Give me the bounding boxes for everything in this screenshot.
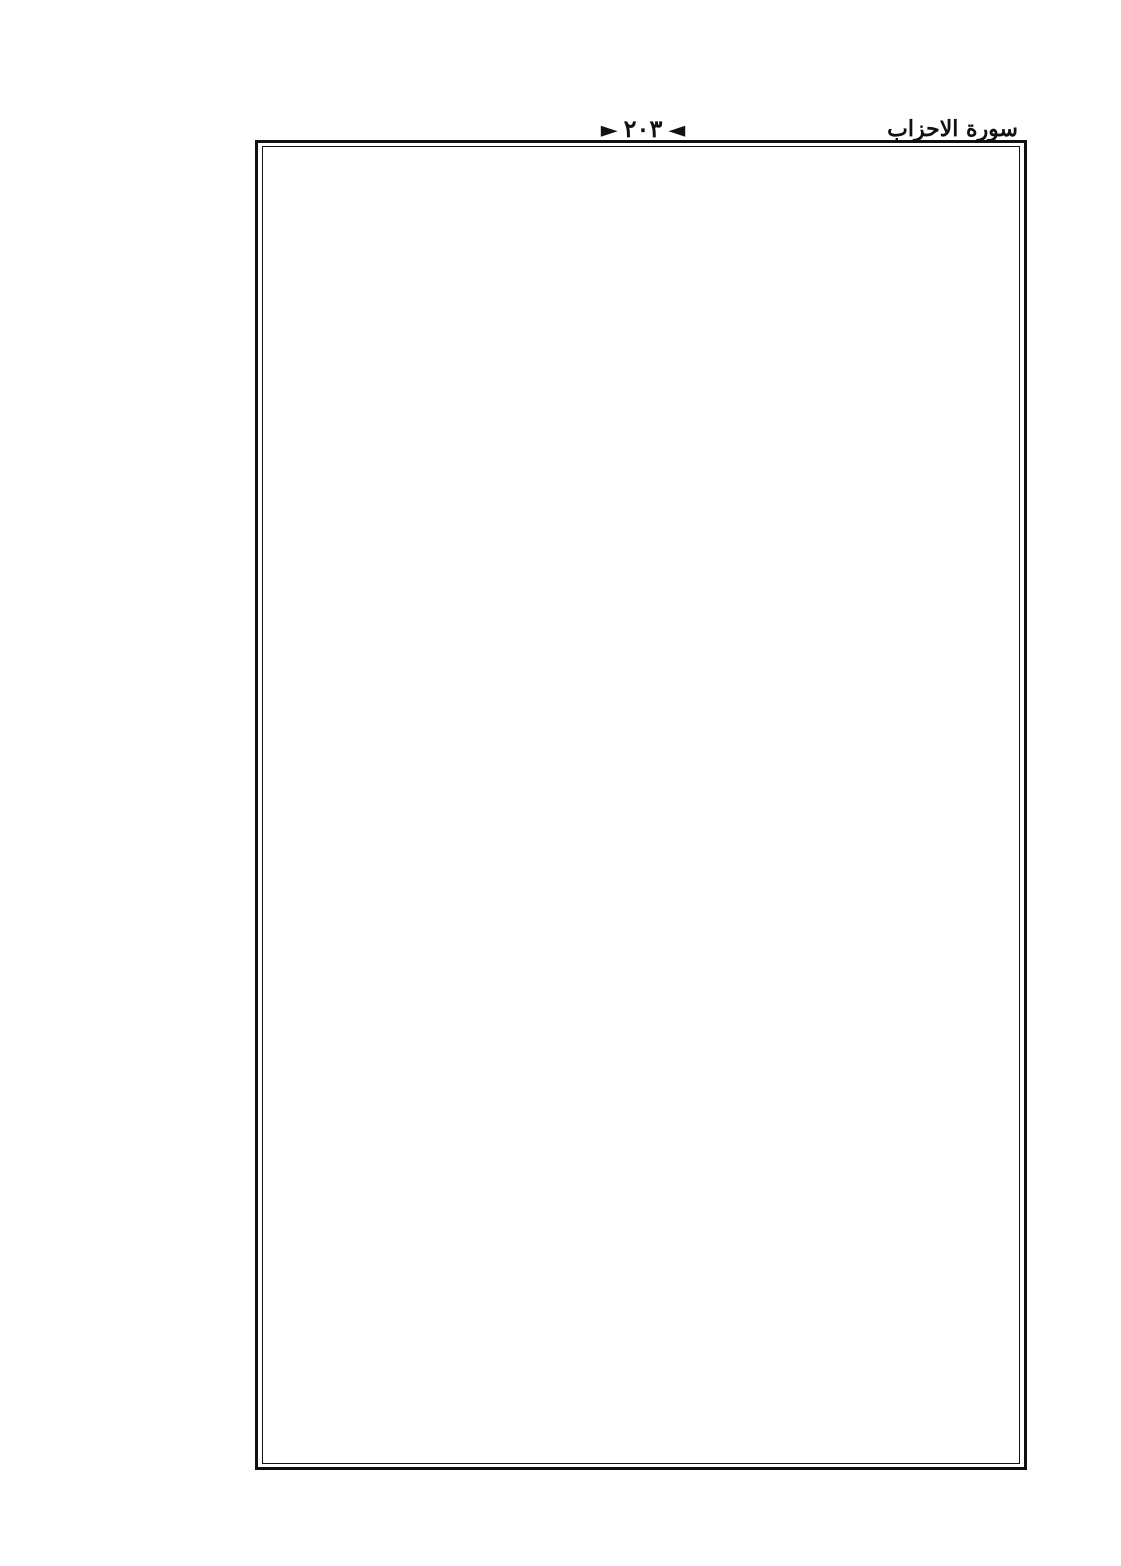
- text-line: [268, 987, 1014, 1023]
- text-line: [268, 732, 1014, 768]
- text-line: [268, 1351, 1014, 1387]
- text-line: [268, 478, 1014, 514]
- text-line: [268, 805, 1014, 841]
- text-line: [268, 1278, 1014, 1314]
- ornament-icon: ◄: [668, 117, 686, 143]
- text-line: [268, 550, 1014, 586]
- text-line: [268, 769, 1014, 805]
- text-line: [268, 1315, 1014, 1351]
- surah-title: سورة الاحزاب: [887, 116, 1018, 142]
- page-number-header: [595, 114, 692, 143]
- text-line: [268, 696, 1014, 732]
- text-line: [268, 1169, 1014, 1205]
- text-line: [268, 1060, 1014, 1096]
- text-line: [268, 951, 1014, 987]
- text-line: [268, 841, 1014, 877]
- text-line: [268, 1133, 1014, 1169]
- ornament-icon: ►: [600, 117, 618, 143]
- text-line: [268, 1387, 1014, 1423]
- text-line: [268, 259, 1014, 295]
- page-number: ٢٠٣: [623, 114, 663, 143]
- text-line: [268, 1205, 1014, 1241]
- text-line: [268, 623, 1014, 659]
- text-line: [268, 878, 1014, 914]
- commentary-text: [268, 150, 1014, 1460]
- text-line: [268, 587, 1014, 623]
- text-line: [268, 914, 1014, 950]
- text-line: [268, 1242, 1014, 1278]
- text-line: [268, 186, 1014, 222]
- text-line: [268, 441, 1014, 477]
- text-line: [268, 1023, 1014, 1059]
- text-line: [268, 296, 1014, 332]
- text-line: [268, 514, 1014, 550]
- text-line: [268, 223, 1014, 259]
- text-line: [268, 659, 1014, 695]
- text-line: [268, 332, 1014, 368]
- text-line: [268, 368, 1014, 404]
- text-line: [268, 1424, 1014, 1460]
- text-line: [268, 1096, 1014, 1132]
- text-line: [268, 405, 1014, 441]
- text-line: [268, 150, 1014, 186]
